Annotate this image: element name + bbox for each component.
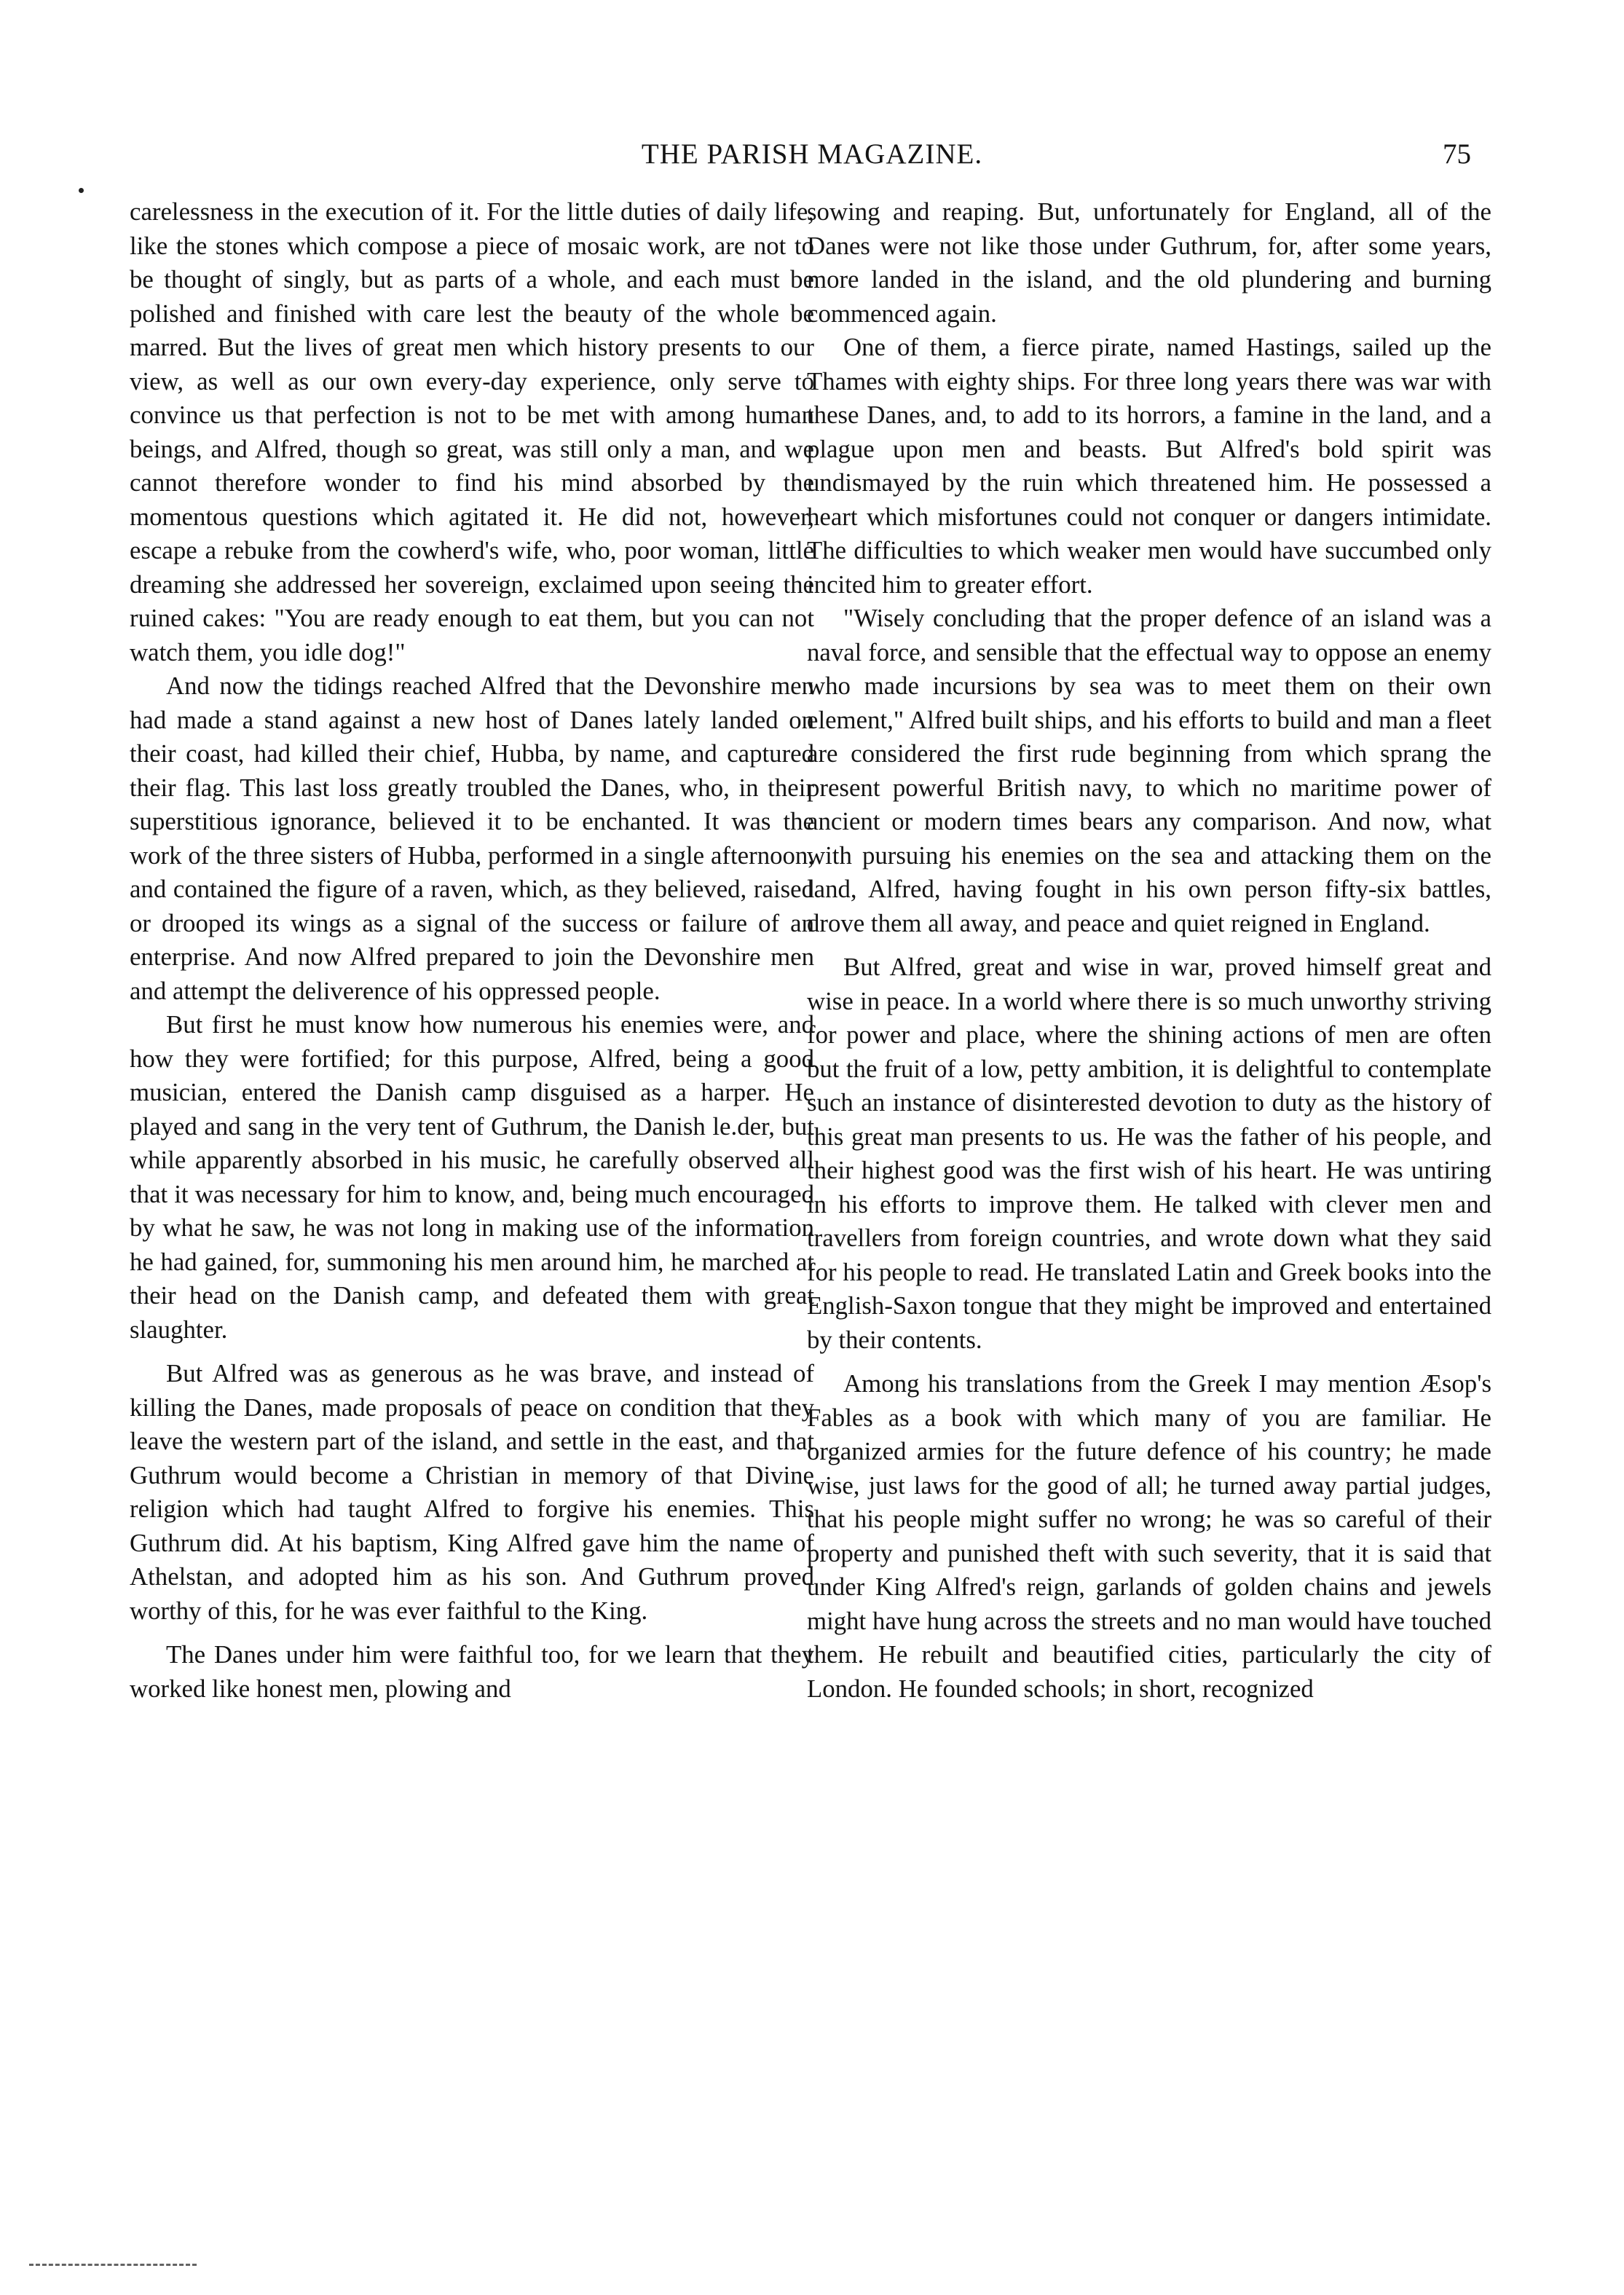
paragraph: But Alfred was as generous as he was brave, and instead of killing the Danes, made proposals of peace on condition that they leave the western part of the island, and settle in the east, and that Guthrum would become a Christian in memory of that Divine religion which had taught Alfred to forgive his enemies. This Guthrum did. At his baptism, King Alfred gave him the name of Athelstan, and adopted him as his son. And Guthrum proved worthy of this, for he was ever faithful to the King. bbox=[130, 1359, 814, 1625]
stray-dot-mark bbox=[79, 188, 84, 193]
page-number: 75 bbox=[1443, 138, 1471, 170]
paragraph: One of them, a fierce pirate, named Hastings, sailed up the Thames with eighty ships. For three long years there was war with these Danes, and, to add to its horrors, a famine in the land, and a plague upon men and beasts. But Alfred's bold spirit was undismayed by the ruin which threatened him. He possessed a heart which misfortunes could not conquer or dangers intimidate. The difficulties to which weaker men would have succumbed only incited him to greater effort. bbox=[807, 333, 1491, 599]
left-column bbox=[130, 195, 814, 1706]
scan-edge-mark bbox=[29, 2264, 197, 2270]
paragraph: And now the tidings reached Alfred that the Devonshire men had made a stand against a new host of Danes lately landed on their coast, had killed their chief, Hubba, by name, and captured their flag. This last loss greatly troubled the Danes, who, in their superstitious ignorance, believed it to be enchanted. It was the work of the three sisters of Hubba, performed in a single afternoon, and contained the figure of a raven, which, as they believed, raised or drooped its wings as a signal of the success or failure of an enterprise. And now Alfred prepared to join the Devonshire men and attempt the deliverence of his oppressed people. bbox=[130, 672, 814, 1005]
right-column bbox=[807, 195, 1491, 1706]
paragraph: Among his translations from the Greek I may mention Æsop's Fables as a book with which many of you are familiar. He organized armies for the future defence of his country; he made wise, just laws for the good of all; he turned away partial judges, that his people might suffer no wrong; he was so careful of their property and punished theft with such severity, that it is said that under King Alfred's reign, garlands of golden chains and jewels might have hung across the streets and no man would have touched them. He rebuilt and beautified cities, particularly the city of London. He founded schools; in short, recognized bbox=[807, 1369, 1491, 1703]
paragraph: "Wisely concluding that the proper defence of an island was a naval force, and sensible that the effectual way to oppose an enemy who made incursions by sea was to meet them on their own element," Alfred built ships, and his efforts to build and man a fleet are considered the first rude beginning from which sprang the present powerful British navy, to which no maritime power of ancient or modern times bears any comparison. And now, what with pursuing his enemies on the sea and attacking them on the land, Alfred, having fought in his own person fifty-six battles, drove them all away, and peace and quiet reigned in England. bbox=[807, 604, 1491, 937]
paragraph: But first he must know how numerous his enemies were, and how they were fortified; for this purpose, Alfred, being a good musician, entered the Danish camp disguised as a harper. He played and sang in the very tent of Guthrum, the Danish le.der, but while apparently absorbed in his music, he carefully observed all that it was necessary for him to know, and, being much encouraged by what he saw, he was not long in making use of the information he had gained, for, summoning his men around him, he marched at their head on the Danish camp, and defeated them with great slaughter. bbox=[130, 1010, 814, 1344]
paragraph: The Danes under him were faithful too, for we learn that they worked like honest men, plowing and bbox=[130, 1640, 814, 1703]
paragraph: But Alfred, great and wise in war, proved himself great and wise in peace. In a world where there is so much unworthy striving for power and place, where the shining actions of men are often but the fruit of a low, petty ambition, it is delightful to contemplate such an instance of disinterested devotion to duty as the history of this great man presents to us. He was the father of his people, and their highest good was the first wish of his heart. He was untiring in his efforts to improve them. He talked with clever men and travellers from foreign countries, and wrote down what they said for his people to read. He translated Latin and Greek books into the English-Saxon tongue that they might be improved and entertained by their contents. bbox=[807, 953, 1491, 1354]
paragraph: carelessness in the execution of it. For the little duties of daily life, like the stones which compose a piece of mosaic work, are not to be thought of singly, but as parts of a whole, and each must be polished and finished with care lest the beauty of the whole be marred. But the lives of great men which history presents to our view, as well as our own every-day experience, only serve to convince us that perfection is not to be met with among human beings, and Alfred, though so great, was still only a man, and we cannot therefore wonder to find his mind absorbed by the momentous questions which agitated it. He did not, however, escape a rebuke from the cowherd's wife, who, poor woman, little dreaming she addressed her sovereign, exclaimed upon seeing the ruined cakes: "You are ready enough to eat them, but you can not watch them, you idle dog!" bbox=[130, 197, 814, 666]
running-head bbox=[0, 135, 1624, 179]
paragraph: sowing and reaping. But, unfortunately for England, all of the Danes were not like those under Guthrum, for, after some years, more landed in the island, and the old plundering and burning commenced again. bbox=[807, 197, 1491, 328]
page-title: THE PARISH MAGAZINE. bbox=[641, 138, 983, 170]
